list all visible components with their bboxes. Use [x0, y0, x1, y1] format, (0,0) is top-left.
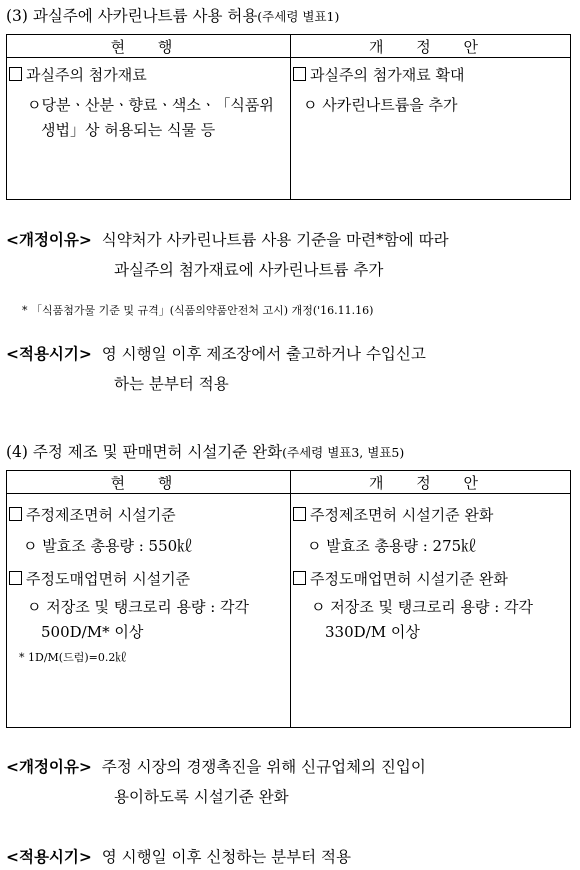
reason-label: <개정이유>: [6, 758, 92, 776]
col-revised-header: 개 정 안: [291, 35, 571, 58]
revised-item: 과실주의 첨가재료 확대: [310, 66, 465, 84]
checkbox-square-icon: [293, 67, 306, 81]
current-detail: ㅇ당분ㆍ산분ㆍ향료ㆍ색소ㆍ「식품위생법」상 허용되는 식물 등: [27, 96, 274, 139]
current-detail-2: ㅇ 저장조 및 탱크로리 용량 : 각각 500D/M* 이상: [27, 598, 250, 641]
current-item-2: 주정도매업면허 시설기준: [26, 570, 191, 588]
col-current-header: 현 행: [7, 471, 291, 494]
section4-comparison-table: [6, 470, 571, 728]
revised-cell: [291, 58, 571, 200]
current-cell: [7, 494, 291, 728]
current-cell: [7, 58, 291, 200]
section3-reason: <개정이유> 식약처가 사카린나트륨 사용 기준을 마련*함에 따라 과실주의 첨가재료에 사카린나트륨 추가: [6, 231, 449, 279]
revised-item-2: 주정도매업면허 시설기준 완화: [310, 570, 508, 588]
section4-title: (4) 주정 제조 및 판매면허 시설기준 완화(주세령 별표3, 별표5): [6, 443, 405, 461]
revised-item-1: 주정제조면허 시설기준 완화: [310, 506, 494, 524]
revised-cell: [291, 494, 571, 728]
revised-detail-2: ㅇ 저장조 및 탱크로리 용량 : 각각 330D/M 이상: [311, 598, 534, 641]
section4-apply: <적용시기> 영 시행일 이후 신청하는 분부터 적용: [6, 848, 351, 866]
section3-title: (3) 과실주에 사카린나트륨 사용 허용(주세령 별표1): [6, 7, 340, 25]
apply-label: <적용시기>: [6, 345, 92, 363]
section3-footnote: * 「식품첨가물 기준 및 규격」(식품의약품안전처 고시) 개정('16.11.16): [22, 304, 374, 317]
current-detail-1: ㅇ 발효조 총용량 : 550㎘: [23, 537, 193, 555]
checkbox-square-icon: [293, 571, 306, 585]
revised-detail: ㅇ 사카린나트륨을 추가: [303, 96, 458, 114]
col-revised-header: 개 정 안: [291, 471, 571, 494]
apply-label: <적용시기>: [6, 848, 92, 866]
checkbox-square-icon: [9, 67, 22, 81]
reason-label: <개정이유>: [6, 231, 92, 249]
current-note: * 1D/M(드럼)=0.2㎘: [19, 651, 127, 664]
checkbox-square-icon: [9, 571, 22, 585]
col-current-header: 현 행: [7, 35, 291, 58]
section4-reason: <개정이유> 주정 시장의 경쟁촉진을 위해 신규업체의 진입이 용이하도록 시설기준 완화: [6, 758, 426, 806]
section3-apply: <적용시기> 영 시행일 이후 제조장에서 출고하거나 수입신고 하는 분부터 적용: [6, 345, 426, 393]
checkbox-square-icon: [293, 507, 306, 521]
current-item: 과실주의 첨가재료: [26, 66, 147, 84]
section3-comparison-table: [6, 34, 571, 200]
current-item-1: 주정제조면허 시설기준: [26, 506, 176, 524]
checkbox-square-icon: [9, 507, 22, 521]
revised-detail-1: ㅇ 발효조 총용량 : 275㎘: [307, 537, 477, 555]
